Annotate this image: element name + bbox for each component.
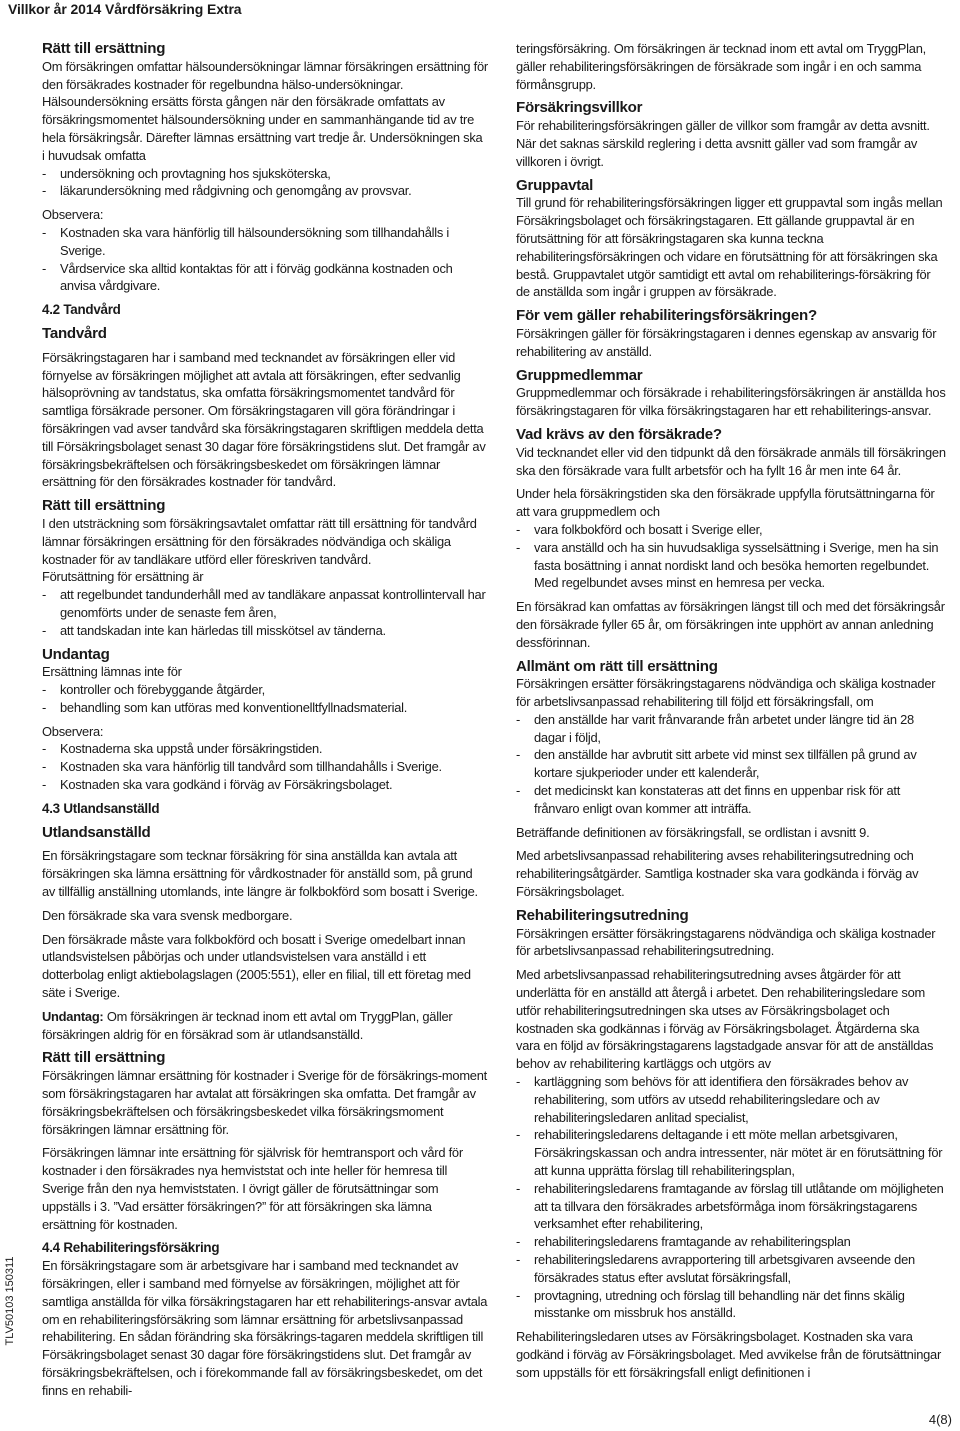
paragraph-for-vem: Försäkringen gäller för försäkringstagaren i dennes egenskap av ansvarig för rehabilitering av anställd. [516, 325, 937, 359]
paragraph-utredning: Försäkringen ersätter försäkringstagarens nödvändiga och skäliga kostnader för arbetslivsanpassad rehabiliteringsutredning. [516, 925, 936, 959]
right-column [516, 40, 946, 1382]
heading-allmant: Allmänt om rätt till ersättning [516, 657, 718, 675]
list-item: - behandling som kan utföras med konventionelltfyllnadsmaterial. [42, 699, 488, 717]
list-forutsattning [42, 586, 488, 639]
paragraph-undantag-tryggplan [42, 1008, 488, 1044]
list-under-hela [516, 521, 946, 592]
section-heading-4-3: 4.3 Utlandsanställd [42, 800, 160, 816]
heading-vad-kravs: Vad krävs av den försäkrade? [516, 425, 722, 443]
page-number: 4(8) [928, 1412, 952, 1427]
list-observera-2 [42, 740, 488, 793]
list-item: - den anställde har varit frånvarande från arbetet under längre tid än 28 dagar i följd, [516, 711, 946, 747]
observera-label: Observera: [42, 723, 104, 739]
paragraph-med-arbetslivsanpassad: Med arbetslivsanpassad rehabilitering avses rehabiliteringsutredning och rehabiliteringsåtgärder. Samtliga kostnader ska vara godkända i förväg av Försäkringsbolaget. [516, 848, 919, 900]
paragraph-utland-1: En försäkringstagare som tecknar försäkring för sina anställda kan avtala att försäkringen ska lämna ersättning för vårdkostnader för anställd som, på grund av tillfällig anställning utomlands, inte längre är folkbokförd som bosatt i Sverige. [42, 848, 478, 900]
heading-forsakringsvillkor: Försäkringsvillkor [516, 99, 643, 117]
header-title: Villkor år 2014 [8, 1, 102, 17]
paragraph-forutsattning: Förutsättning för ersättning är [42, 569, 204, 585]
undantag-text: Om försäkringen är tecknad inom ett avtal om TryggPlan, gäller försäkringen aldrig för en försäkrad som är utlandsanställd. [42, 1008, 453, 1042]
list-item: - kontroller och förebyggande åtgärder, [42, 681, 488, 699]
paragraph-halsoundersokning: Om försäkringen omfattar hälsoundersökningar lämnar försäkringen ersättning för den försäkrades kostnader för regelbundna hälso-undersökningar. Hälsoundersökning ersätts första gången när den försäkrade omfattats av försäkringsmomentet hälsoundersökning under en sammanhängande tid av tre hela försäkringsår. Därefter lämnas ersättning vart tredje år. Undersökningen ska i huvudsak omfatta [42, 58, 488, 163]
list-item: - Kostnaden ska vara hänförlig till hälsoundersökning som tillhandahålls i Sverige. [42, 224, 488, 260]
list-item: - Vårdservice ska alltid kontaktas för att i förväg godkänna kostnaden och anvisa vårdgivare. [42, 260, 488, 296]
list-item: - provtagning, utredning och förslag till behandling när det finns skälig misstanke om missbruk hos anställd. [516, 1287, 946, 1323]
list-item: - Kostnaden ska vara godkänd i förväg av Försäkringsbolaget. [42, 776, 488, 794]
list-item: - Kostnaderna ska uppstå under försäkringstiden. [42, 740, 488, 758]
list-item: - att tandskadan inte kan härledas till misskötsel av tänderna. [42, 622, 488, 640]
document-code: TLV50103 150311 [4, 1256, 16, 1346]
heading-rehabiliteringsutredning: Rehabiliteringsutredning [516, 906, 689, 924]
list-item: - vara anställd och ha sin huvudsakliga sysselsättning i Sverige, men ha sin fasta bosättning i annat nordiskt land och besöka hemorten regelbundet. Med regelbundet avses minst en hemresa per vecka. [516, 539, 946, 592]
heading-for-vem: För vem gäller rehabiliteringsförsäkringen? [516, 307, 817, 325]
list-item: - Kostnaden ska vara hänförlig till tandvård som tillhandahålls i Sverige. [42, 758, 488, 776]
paragraph-gruppavtal: Till grund för rehabiliteringsförsäkringen ligger ett gruppavtal som ingås mellan Försäkringsbolaget och försäkringstagaren. Ett gällande gruppavtal är en förutsättning för att försäkringstagaren ska kunna teckna rehabiliteringsförsäkringen och vidare en förutsättning för att försäkringen ska bestå. Gruppavtalet utgör samtidigt ett avtal om rehabiliterings-försäkring för de anställda som ingår i gruppen av försäkrade. [516, 195, 943, 300]
paragraph-utland-3: Den försäkrade måste vara folkbokförd och bosatt i Sverige omedelbart innan utlandsvistelsen påbörjas och under utlandsvistelsen vara anställd i ett dotterbolag enligt aktiebolagslagen (2005:551), eller en filial, till ett företag med säte i Sverige. [42, 931, 471, 1001]
paragraph-omfattas: En försäkrad kan omfattas av försäkringen längst till och med det försäkringsår den försäkrade fyller 65 år, om försäkringen inte upphört av annan anledning dessförinnan. [516, 599, 945, 650]
paragraph-utland-2: Den försäkrade ska vara svensk medborgare. [42, 907, 293, 923]
list-item: - kartläggning som behövs för att identifiera den försäkrades behov av rehabilitering, som utförs av utsedd rehabiliteringsledare och av rehabiliteringsledaren anlitad specialist, [516, 1073, 946, 1126]
list-item: - rehabiliteringsledarens avrapportering till arbetsgivaren avseende den försäkrades status efter avslutat försäkringsfall, [516, 1251, 946, 1287]
paragraph-slut: Rehabiliteringsledaren utses av Försäkringsbolaget. Kostnaden ska vara godkänd i förväg av Försäkringsbolaget. Med avvikelse från de förutsättningar som uppställs för ett försäkringsfall enligt definitionen i [516, 1329, 942, 1380]
list-item: - rehabiliteringsledarens framtagande av förslag till utlåtande om möjligheten att ta tillvara den försäkrades arbetsförmåga inom försäkringstagarens verksamhet efter rehabilitering, [516, 1180, 946, 1233]
paragraph-gruppmedlemmar: Gruppmedlemmar och försäkrade i rehabiliteringsförsäkringen är anställda hos försäkringstagaren för vilka försäkringstagaren har ett rehabiliterings-ansvar. [516, 385, 946, 419]
heading-utlandsanstalld: Utlandsanställd [42, 823, 151, 841]
heading-gruppavtal: Gruppavtal [516, 176, 594, 194]
section-heading-4-4: 4.4 Rehabiliteringsförsäkring [42, 1240, 220, 1256]
list-item: - det medicinskt kan konstateras att det finns en uppenbar risk för att frånvaro enligt ovan kommer att inträffa. [516, 782, 946, 818]
paragraph-vad-kravs: Vid tecknandet eller vid den tidpunkt då den försäkrade anmäls till försäkringen ska den försäkrade vara fullt arbetsför och ha fyllt 16 år men inte 64 år. [516, 444, 946, 478]
list-item: - den anställde har avbrutit sitt arbete vid minst sex tillfällen på grund av kortare sjukperioder under ett kalenderår, [516, 746, 946, 782]
list-undersokning [42, 165, 488, 201]
list-item: - undersökning och provtagning hos sjuksköterska, [42, 165, 488, 183]
paragraph-4-4: En försäkringstagare som är arbetsgivare har i samband med tecknandet av försäkringen, eller i samband med förnyelse av försäkringen, möjlighet att för samtliga anställda för vilka försäkringstagaren har ett rehabiliterings-ansvar avtala om en rehabiliteringsförsäkring som lämnar ersättning för arbetslivsanpassad rehabilitering. En sådan förändring ska försäkrings-tagaren meddela skriftligen till Försäkringsbolaget senast 30 dagar före försäkringstidens slut. Det framgår av försäkringsbekräftelsen, och i förekommande fall av försäkringsbeskedet, om det finns en rehabili- [42, 1258, 488, 1398]
paragraph-ratt-3a: Försäkringen lämnar ersättning för kostnader i Sverige för de försäkrings-moment som försäkringstagaren har avtalat att försäkringen ska omfatta. Det framgår av försäkringsbekräftelsen och försäkringsbeskedet vilka försäkringsmoment försäkringen lämnar ersättning för. [42, 1068, 487, 1137]
paragraph-tandvard: Försäkringstagaren har i samband med tecknandet av försäkringen eller vid förnyelse av försäkringen möjlighet att avtala att försäkringen, efter sedvanlig hälsoprövning av tandstatus, ska omfatta försäkringsmomentet tandvård för samtliga försäkrade personer. Om försäkringstagaren vill göra förändringar i försäkringen vad avser tandvård ska försäkringstagaren skriftligen meddela detta till Försäkringsbolaget senast 30 dagar före försäkringstidens slut. Det framgår av försäkringsbekräftelsen och försäkringsbeskedet om försäkringen lämnar ersättning för den försäkrades kostnader för tandvård. [42, 349, 486, 490]
list-item: - läkarundersökning med rådgivning och genomgång av provsvar. [42, 182, 488, 200]
section-heading-4-2: 4.2 Tandvård [42, 302, 121, 318]
heading-undantag: Undantag [42, 645, 110, 663]
paragraph-allmant: Försäkringen ersätter försäkringstagarens nödvändiga och skäliga kostnader för arbetslivsanpassad rehabilitering till följd ett försäkringsfall, om [516, 676, 936, 710]
heading-gruppmedlemmar: Gruppmedlemmar [516, 366, 643, 384]
heading-ratt-till-ersattning: Rätt till ersättning [42, 497, 166, 515]
list-allmant [516, 711, 946, 818]
list-item: - att regelbundet tandunderhåll med av tandläkare anpassat kontrollintervall har genomförts under de senaste fem åren, [42, 586, 488, 622]
undantag-label: Undantag: [42, 1008, 104, 1024]
page-header [8, 0, 948, 19]
list-undantag [42, 681, 488, 717]
paragraph-undantag: Ersättning lämnas inte för [42, 664, 182, 680]
paragraph-under-hela: Under hela försäkringstiden ska den försäkrade uppfylla förutsättningarna för att vara gruppmedlem och [516, 486, 935, 520]
observera-label: Observera: [42, 207, 104, 223]
left-column [42, 40, 488, 1400]
list-atgarder [516, 1073, 946, 1322]
heading-ratt-till-ersattning: Rätt till ersättning [42, 1049, 166, 1067]
list-item: - vara folkbokförd och bosatt i Sverige eller, [516, 521, 946, 539]
list-item: - rehabiliteringsledarens framtagande av rehabiliteringsplan [516, 1233, 946, 1251]
heading-tandvard: Tandvård [42, 324, 107, 342]
paragraph-ratt-3b: Försäkringen lämnar inte ersättning för självrisk för hemtransport och vård för kostnader i den försäkrades nya hemviststat och inte heller för hemresa till Sverige från den nya hemviststaten. I övrigt gäller de förutsättningar som uppställs i 3. ”Vad ersätter försäkringen?” för att försäkringen ska lämna ersättning för kostnaden. [42, 1145, 463, 1232]
heading-ratt-till-ersattning: Rätt till ersättning [42, 40, 166, 57]
paragraph-continued: teringsförsäkring. Om försäkringen är tecknad inom ett avtal om TryggPlan, gäller rehabiliteringsförsäkringen de försäkrade som ingår i en och samma förmånsgrupp. [516, 41, 926, 92]
paragraph-ratt-tandvard: I den utsträckning som försäkringsavtalet omfattar rätt till ersättning för tandvård lämnar försäkringen ersättning för den försäkrades nödvändiga och skäliga kostnader för av tandläkare utförd eller föreskriven tandvård. [42, 515, 477, 567]
list-observera-1 [42, 224, 488, 295]
paragraph-villkor: För rehabiliteringsförsäkringen gäller de villkor som framgår av detta avsnitt. När det saknas särskild reglering i detta avsnitt gäller vad som framgår av villkoren i övrigt. [516, 118, 930, 169]
header-subtitle: Vårdförsäkring Extra [105, 1, 242, 17]
list-item: - rehabiliteringsledarens deltagande i ett möte mellan arbetsgivaren, Försäkringskassan och andra intressenter, när mötet är en förutsättning för att kunna upprätta förslag till rehabiliteringsplan, [516, 1126, 946, 1179]
paragraph-definition: Beträffande definitionen av försäkringsfall, se ordlistan i avsnitt 9. [516, 824, 870, 840]
paragraph-utredning-2: Med arbetslivsanpassad rehabiliteringsutredning avses åtgärder för att underlätta för en anställd att återgå i arbetet. Den rehabiliteringsledare som utför rehabiliteringsutredningen ska utses av Försäkringsbolaget och kostnaden ska godkännas i förväg av Försäkringsbolaget. Åtgärderna ska vara en följd av försäkringstagarens lagstadgade ansvar för att de anställdas behov av rehabilitering kartläggs och utgörs av [516, 967, 934, 1072]
side-document-code [0, 1225, 18, 1385]
